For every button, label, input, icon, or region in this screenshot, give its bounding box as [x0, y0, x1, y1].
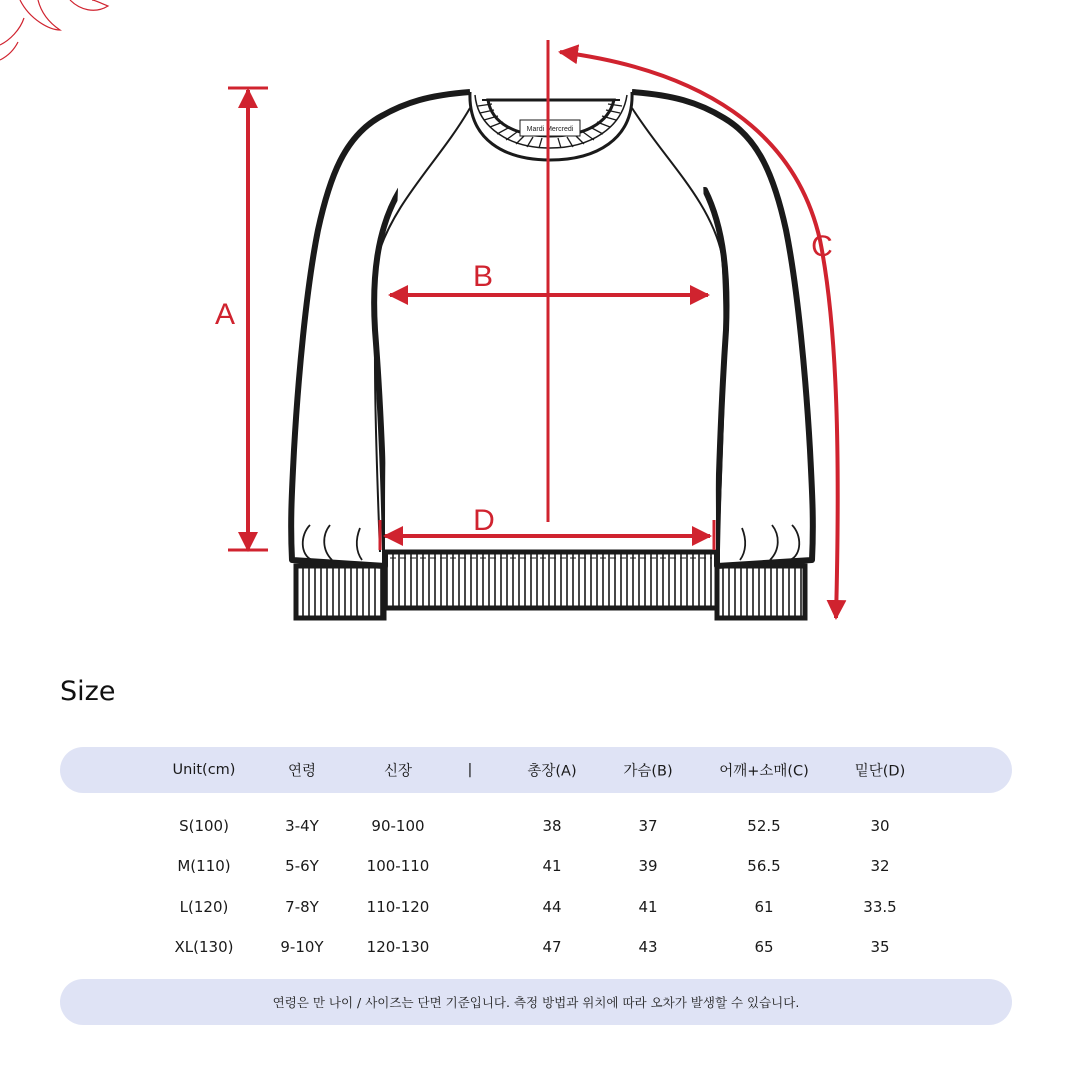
table-cell: 7-8Y	[285, 898, 319, 916]
table-row	[60, 927, 1012, 967]
decorative-flower-icon	[0, 0, 108, 60]
table-row	[60, 806, 1012, 846]
measure-label-c: C	[811, 230, 833, 263]
column-header-shoulder-sleeve-c: 어깨+소매(C)	[719, 763, 809, 780]
table-cell: L(120)	[179, 898, 229, 916]
table-cell: 100-110	[366, 857, 430, 875]
column-header-chest-b: 가슴(B)	[623, 763, 673, 780]
column-header-hem-d: 밑단(D)	[854, 763, 906, 780]
table-cell: 90-100	[371, 817, 425, 835]
table-cell: 52.5	[747, 817, 781, 835]
table-cell: 33.5	[863, 898, 897, 916]
table-cell: 110-120	[366, 898, 430, 916]
column-header-divider: |	[467, 762, 473, 778]
table-cell: 65	[754, 938, 774, 956]
measure-label-a: A	[214, 298, 236, 331]
garment-label-tag: Mardi Mercredi	[526, 126, 574, 133]
table-cell: S(100)	[179, 817, 229, 835]
table-cell: 44	[542, 898, 562, 916]
table-cell: 61	[754, 898, 774, 916]
size-note-text: 연령은 만 나이 / 사이즈는 단면 기준입니다. 측정 방법과 위치에 따라 오차가 발생할 수 있습니다.	[272, 995, 800, 1010]
size-section-title: Size	[60, 676, 116, 707]
table-cell: 3-4Y	[285, 817, 319, 835]
table-cell: 39	[638, 857, 658, 875]
column-header-height: 신장	[383, 763, 413, 780]
table-cell: 56.5	[747, 857, 781, 875]
table-row	[60, 887, 1012, 927]
table-cell: 35	[870, 938, 890, 956]
measure-label-d: D	[473, 504, 495, 537]
table-cell: 30	[870, 817, 890, 835]
table-cell: 120-130	[366, 938, 430, 956]
table-cell: 38	[542, 817, 562, 835]
column-header-unit: Unit(cm)	[172, 762, 236, 778]
size-note	[60, 979, 1012, 1025]
sweatshirt-outline	[291, 92, 813, 618]
table-cell: XL(130)	[174, 938, 234, 956]
table-cell: 9-10Y	[280, 938, 324, 956]
table-cell: 37	[638, 817, 658, 835]
table-cell: 5-6Y	[285, 857, 319, 875]
measure-label-b: B	[472, 260, 494, 293]
table-cell: 43	[638, 938, 658, 956]
table-cell: 32	[870, 857, 890, 875]
table-cell: 41	[542, 857, 562, 875]
table-cell: M(110)	[177, 857, 231, 875]
column-header-age: 연령	[287, 763, 317, 780]
size-table-header	[60, 747, 1012, 793]
table-cell: 47	[542, 938, 562, 956]
table-cell: 41	[638, 898, 658, 916]
column-header-length-a: 총장(A)	[527, 763, 577, 780]
table-row	[60, 846, 1012, 886]
